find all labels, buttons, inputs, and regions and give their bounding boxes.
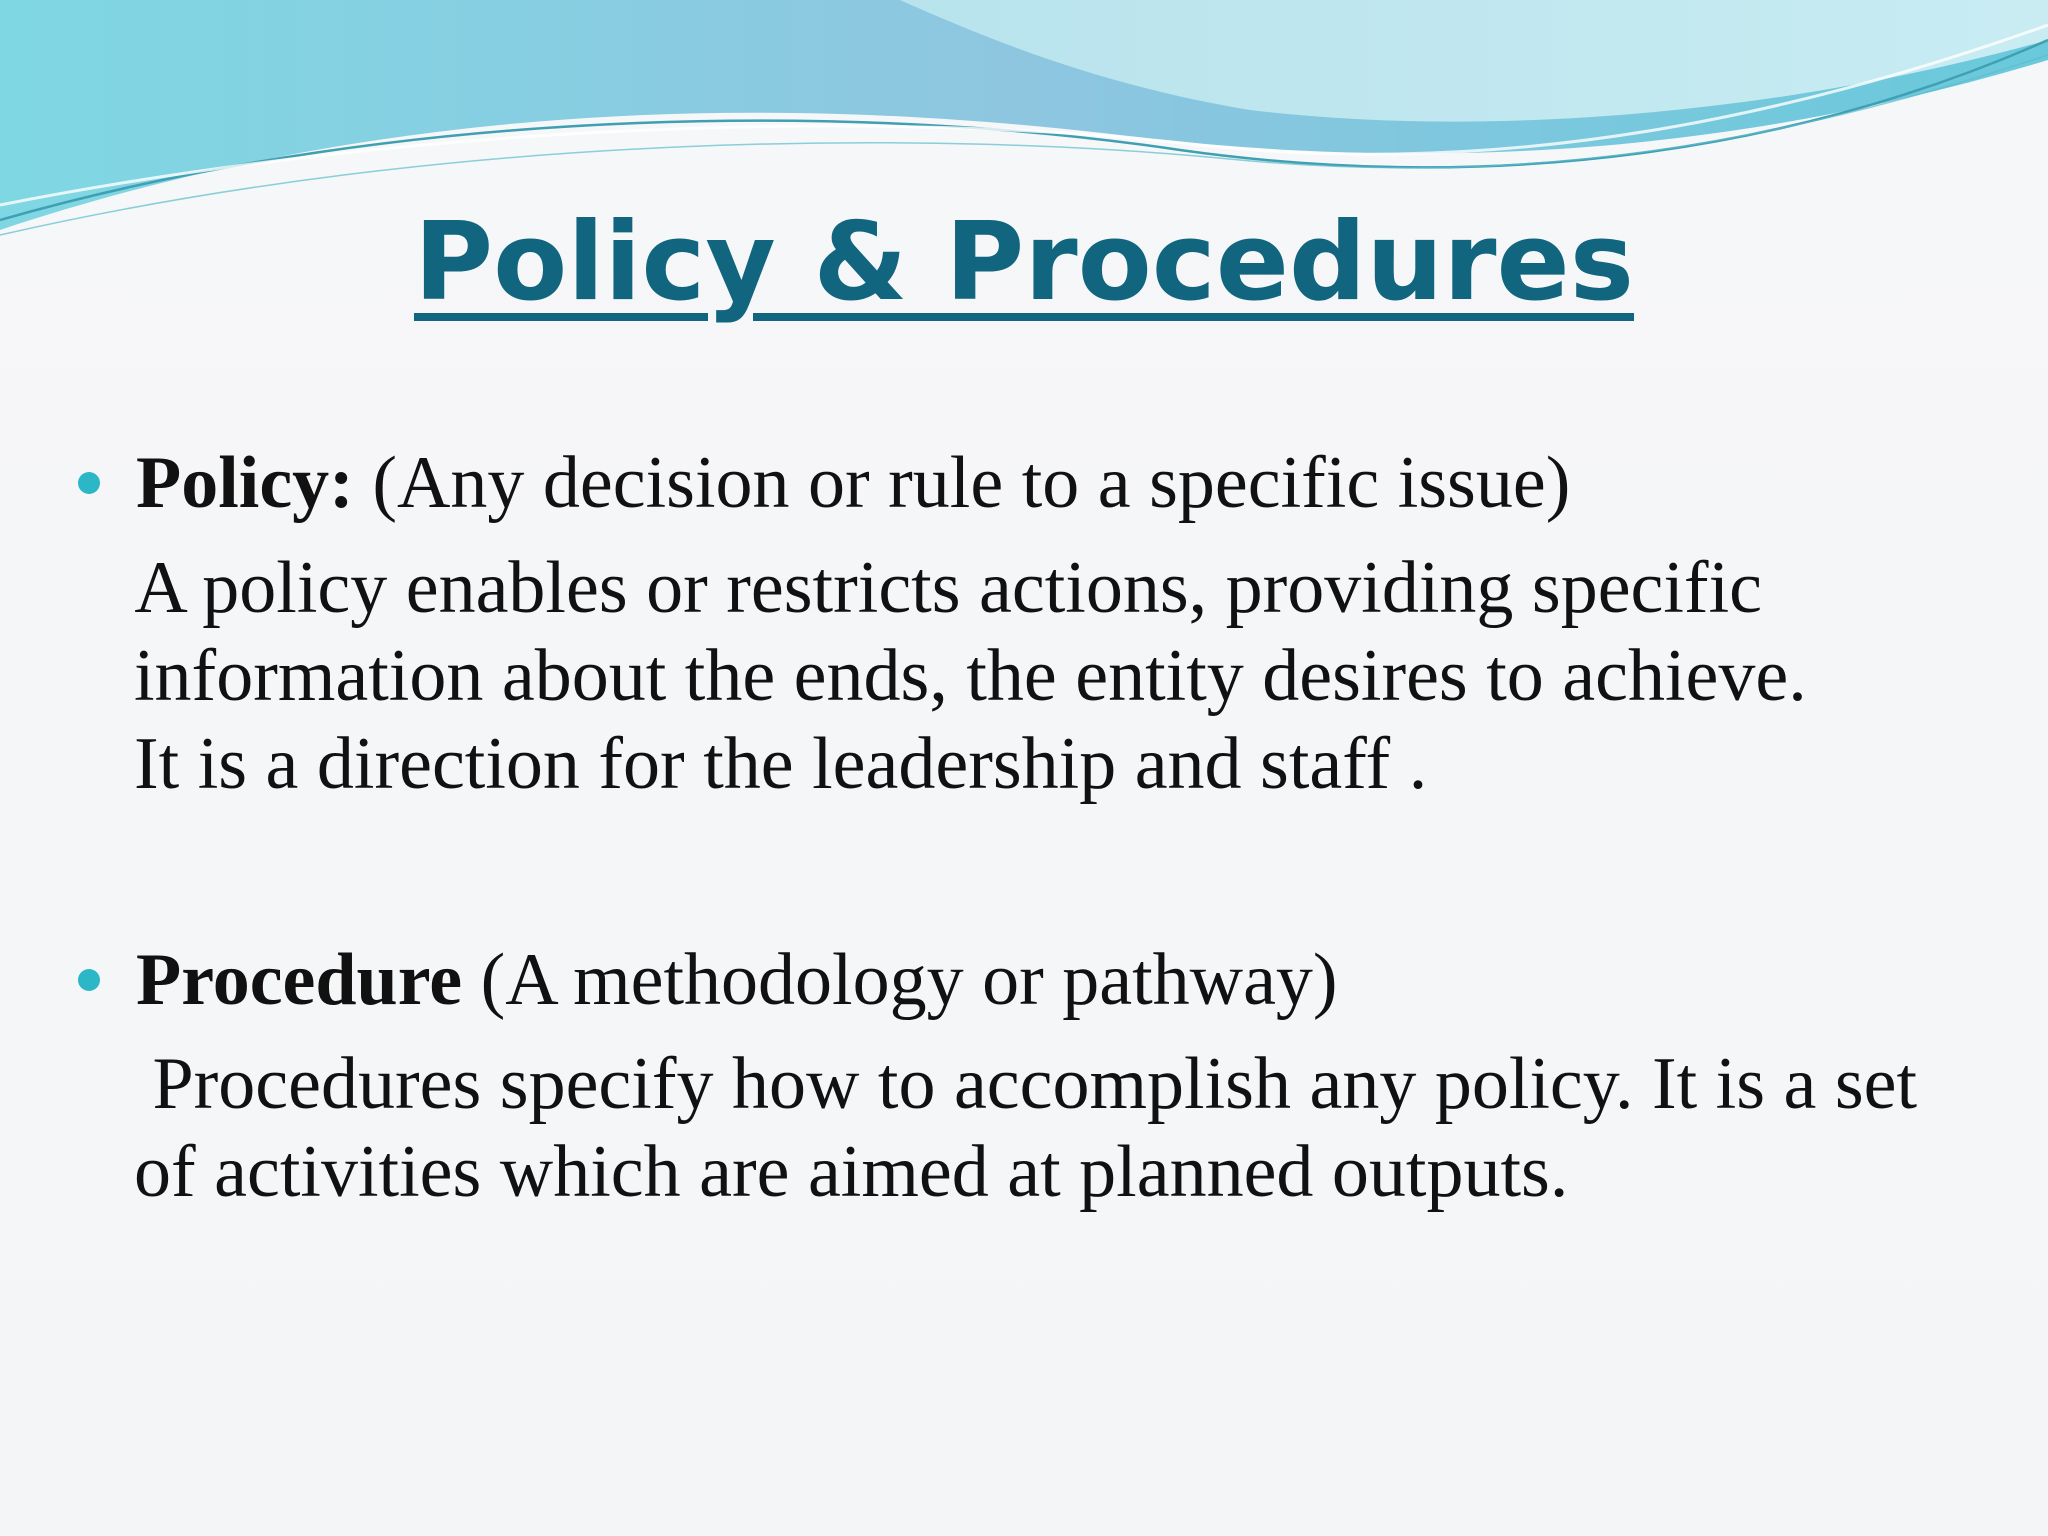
procedure-description [134, 1040, 2014, 1216]
bullet-policy [78, 438, 1570, 528]
paragraph-line: information about the ends, the entity desires to achieve. [134, 635, 1807, 717]
paragraph-line: It is a direction for the leadership and staff . [134, 723, 1428, 805]
bullet-note: (Any decision or rule to a specific issue) [353, 442, 1571, 524]
bullet-dot-icon [78, 472, 100, 494]
policy-description [120, 544, 2000, 808]
paragraph-line: Procedures specify how to accomplish any policy. It is a set [134, 1043, 1918, 1125]
paragraph-line: of activities which are aimed at planned outputs. [134, 1131, 1569, 1213]
paragraph-line: A policy enables or restricts actions, providing specific [120, 547, 1762, 629]
bullet-term: Policy: [136, 442, 354, 524]
bullet-heading [136, 438, 1570, 528]
bullet-dot-icon [78, 969, 100, 991]
page-title-text: Policy & Procedures [413, 200, 1635, 325]
bullet-heading [136, 935, 1338, 1025]
bullet-term: Procedure [136, 939, 463, 1021]
page-title [0, 198, 2048, 328]
bullet-note: (A methodology or pathway) [462, 939, 1338, 1021]
bullet-procedure [78, 935, 1338, 1025]
